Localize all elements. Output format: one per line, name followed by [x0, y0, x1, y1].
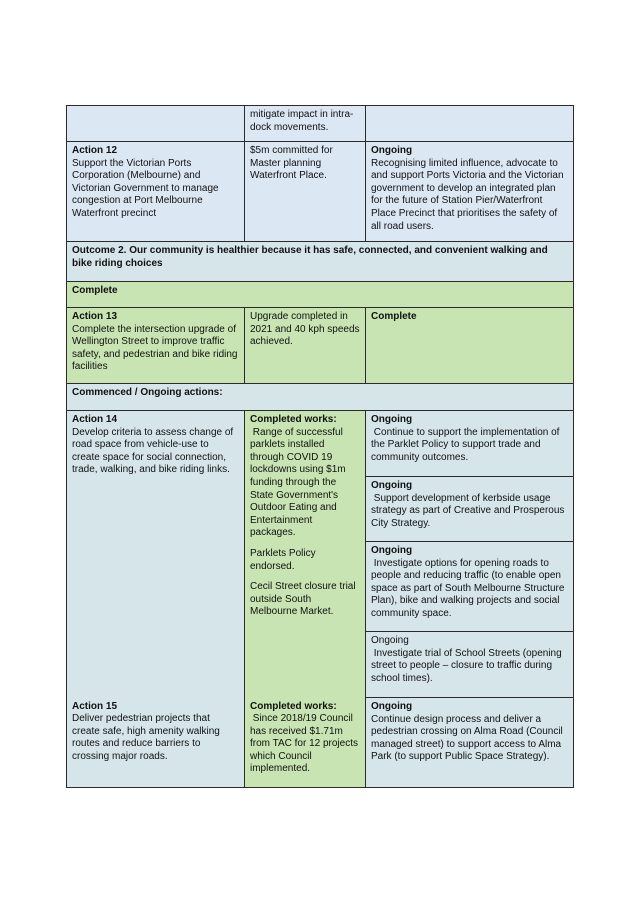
cell-status: [366, 632, 574, 698]
progress-title: Completed works:: [250, 414, 337, 425]
action-plan-table: [66, 105, 574, 788]
cell-progress: [245, 411, 366, 698]
action-description: Support the Victorian Ports Corporation (Melbourne) and Victorian Government to manage congestion at Port Melbourne Waterfront precinct: [72, 157, 219, 219]
progress-text: Cecil Street closure trial outside South Melbourne Market.: [250, 581, 356, 618]
action-description: Deliver pedestrian projects that create safe, high amenity walking routes and reduce barriers to crossing major roads.: [72, 713, 220, 762]
cell-action: [67, 142, 245, 242]
cell-progress: [245, 142, 366, 242]
cell-status: [366, 142, 574, 242]
action-title: Action 14: [72, 414, 118, 425]
table-row-action-13: [67, 308, 574, 384]
section-heading-commenced: Commenced / Ongoing actions:: [67, 384, 574, 411]
cell-status: [366, 308, 574, 384]
cell-action: [67, 308, 245, 384]
status-description: Continue to support the implementation of the Parklet Policy to support trade and community outcomes.: [371, 426, 563, 463]
cell-status: [366, 106, 574, 142]
section-heading-row: [67, 282, 574, 308]
status-label: Ongoing: [371, 145, 413, 156]
table-row-action-15: [67, 698, 574, 788]
action-title: Action 12: [72, 145, 118, 156]
outcome-heading-row: [67, 242, 574, 282]
status-description: Support development of kerbside usage strategy as part of Creative and Prosperous City Strategy.: [371, 492, 568, 529]
outcome-heading: Outcome 2. Our community is healthier because it has safe, connected, and convenient walking and bike riding choices: [67, 242, 574, 282]
progress-text: Parklets Policy endorsed.: [250, 547, 316, 572]
cell-status: [366, 542, 574, 632]
progress-text: mitigate impact in intra-dock movements.: [250, 109, 354, 133]
status-label: Ongoing: [371, 414, 413, 425]
cell-progress: [245, 106, 366, 142]
status-label: Ongoing: [371, 480, 413, 491]
progress-text: Since 2018/19 Council has received $1.71m from TAC for 12 projects which Council implemented.: [250, 713, 361, 775]
action-title: Action 15: [72, 700, 118, 712]
action-description: Complete the intersection upgrade of Wellington Street to improve traffic safety, and pedestrian and bike riding facilities: [72, 323, 238, 373]
progress-text: Upgrade completed in 2021 and 40 kph speeds achieved.: [250, 311, 360, 348]
cell-status: [366, 411, 574, 477]
action-description: Develop criteria to assess change of road space from vehicle-use to create space for social connection, trade, walking, and bike riding links.: [72, 426, 234, 476]
status-description: Continue design process and deliver a pedestrian crossing on Alma Road (Council managed street) to support access to Alma Park (to support Public Space Strategy).: [371, 713, 563, 763]
status-description: Investigate options for opening roads to people and reducing traffic (to enable open space as part of South Melbourne Structure Plan), bike and walking projects and social community space.: [371, 557, 568, 619]
cell-action: [67, 698, 245, 788]
section-heading-complete: Complete: [67, 282, 574, 308]
status-description: Recognising limited influence, advocate to and support Ports Victoria and the Victorian government to develop an integrated plan for the future of Station Pier/Waterfront Place Precinct that prioritises the safety of all road users.: [371, 157, 564, 232]
cell-progress: [245, 308, 366, 384]
action-title: Action 13: [72, 311, 118, 322]
progress-text: $5m committed for Master planning Waterfront Place.: [250, 145, 333, 182]
section-heading-row: [67, 384, 574, 411]
table-row-action-12: [67, 142, 574, 242]
status-description: Investigate trial of School Streets (opening street to people – closure to traffic during school times).: [371, 647, 565, 684]
cell-action: [67, 106, 245, 142]
progress-text: Range of successful parklets installed through COVID 19 lockdowns using $1m funding through the State Government's Outdoor Eating and Entertainment packages.: [250, 426, 349, 539]
table-row: [67, 106, 574, 142]
status-label: Ongoing: [371, 701, 413, 712]
progress-title: Completed works:: [250, 700, 337, 712]
status-label: Ongoing: [371, 635, 409, 646]
cell-status: [366, 477, 574, 542]
cell-status: [366, 698, 574, 788]
table-row-action-14: [67, 411, 574, 477]
cell-progress: [245, 698, 366, 788]
cell-action: [67, 411, 245, 698]
status-label: Ongoing: [371, 545, 413, 556]
status-label: Complete: [371, 311, 417, 322]
